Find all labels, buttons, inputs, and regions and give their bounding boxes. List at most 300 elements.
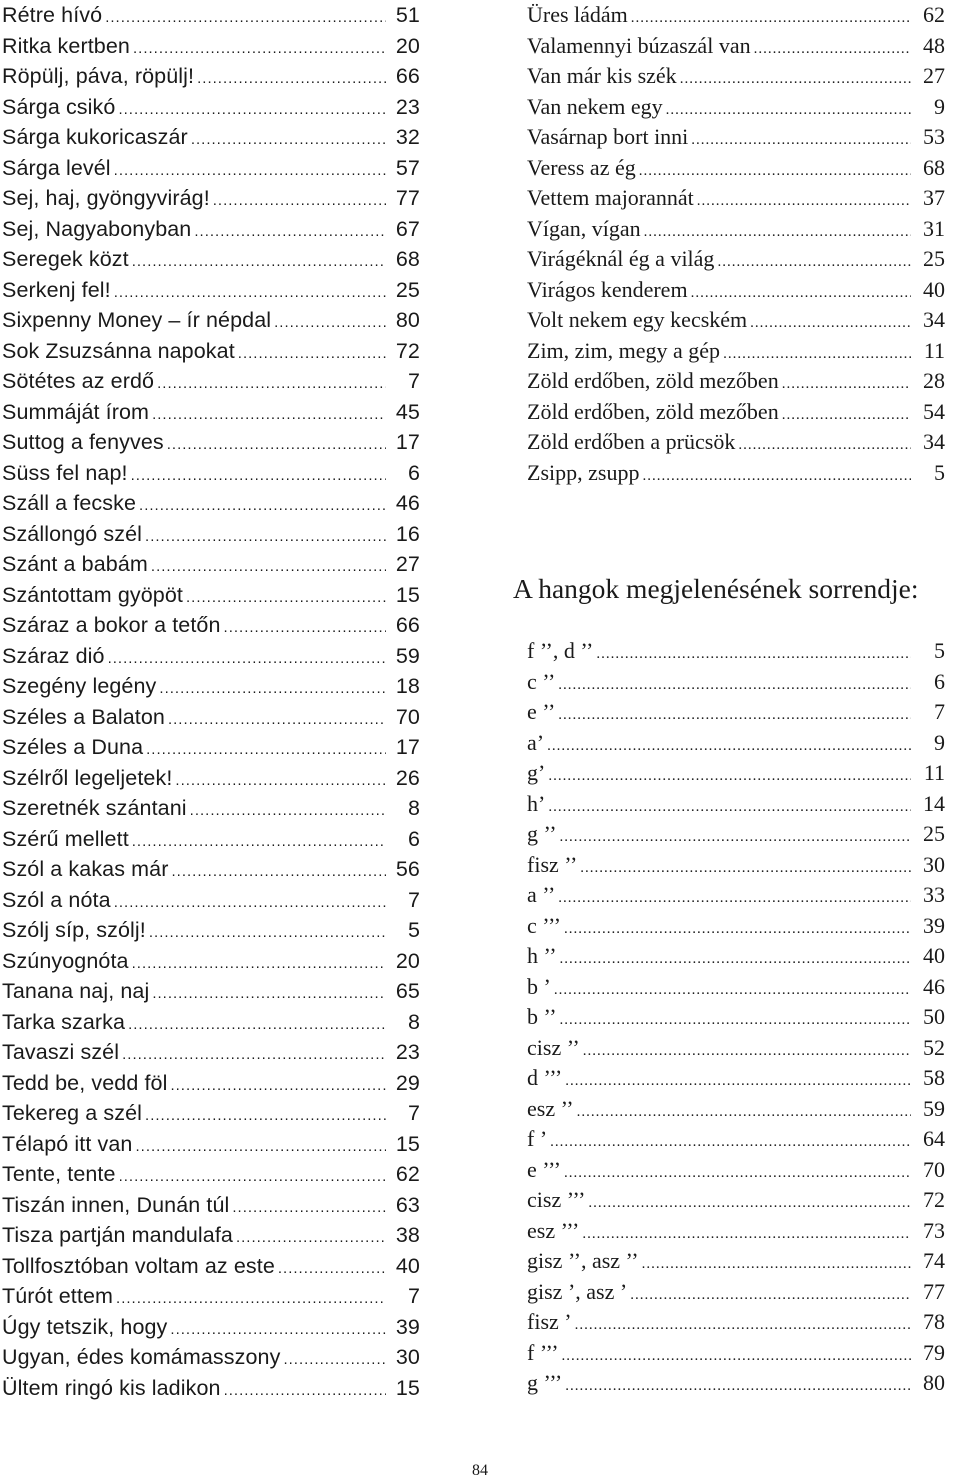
entry-title: Szélről legeljetek! bbox=[2, 765, 173, 790]
entry-title: fisz ’’ bbox=[527, 851, 578, 877]
entry-title: Tavaszi szél bbox=[2, 1040, 120, 1064]
index-entry bbox=[2, 915, 420, 946]
entry-page-number: 27 bbox=[923, 63, 945, 88]
dot-leader bbox=[187, 796, 386, 827]
dot-leader bbox=[115, 95, 386, 126]
entry-page-number: 18 bbox=[395, 674, 420, 698]
entry-title: Seregek közt bbox=[2, 247, 129, 271]
dot-leader bbox=[129, 827, 386, 858]
index-entry bbox=[2, 610, 420, 641]
dot-leader bbox=[779, 400, 911, 431]
index-entry bbox=[527, 1307, 945, 1338]
index-entry bbox=[2, 1373, 420, 1404]
entry-page-number: 25 bbox=[923, 246, 945, 271]
entry-page-number: 65 bbox=[395, 979, 420, 1003]
entry-page-number: 25 bbox=[923, 821, 945, 846]
index-entry bbox=[2, 305, 420, 336]
index-entry bbox=[527, 0, 945, 31]
entry-page-number: 80 bbox=[395, 308, 420, 332]
entry-title: Vasárnap bort inni bbox=[527, 124, 689, 149]
entry-title: Tisza partján mandulafa bbox=[2, 1223, 233, 1247]
entry-page-number: 28 bbox=[923, 368, 945, 393]
index-entry bbox=[527, 850, 945, 881]
index-entry bbox=[527, 1216, 945, 1247]
index-entry bbox=[2, 793, 420, 824]
entry-title: Szól a nóta bbox=[2, 887, 111, 912]
dot-leader bbox=[577, 853, 911, 884]
entry-title: gisz ’’, asz ’’ bbox=[527, 1248, 639, 1273]
index-entry bbox=[2, 1068, 420, 1099]
dot-leader bbox=[628, 3, 911, 34]
entry-title: Zim, zim, megy a gép bbox=[527, 337, 721, 363]
entry-page-number: 40 bbox=[923, 276, 945, 302]
index-entry bbox=[2, 31, 420, 62]
index-entry bbox=[2, 366, 420, 397]
entry-page-number: 66 bbox=[395, 64, 420, 88]
dot-leader bbox=[119, 1040, 386, 1071]
dot-leader bbox=[720, 339, 911, 370]
index-entry bbox=[2, 641, 420, 672]
entry-page-number: 54 bbox=[923, 398, 945, 424]
entry-page-number: 68 bbox=[395, 247, 420, 271]
entry-title: Száraz dió bbox=[2, 643, 105, 668]
entry-title: Rétre hívó bbox=[2, 3, 103, 27]
entry-title: Szánt a babám bbox=[2, 552, 148, 576]
entry-title: Szól a kakas már bbox=[2, 857, 169, 881]
index-entry bbox=[2, 1342, 420, 1373]
dot-leader bbox=[714, 247, 911, 278]
index-entry bbox=[2, 336, 420, 367]
entry-page-number: 7 bbox=[407, 887, 420, 912]
entry-page-number: 6 bbox=[407, 460, 420, 485]
dot-leader bbox=[544, 731, 911, 762]
dot-leader bbox=[129, 247, 386, 278]
dot-leader bbox=[136, 491, 386, 522]
entry-page-number: 32 bbox=[395, 125, 420, 149]
page-number: 84 bbox=[472, 1462, 488, 1479]
entry-title: Tedd be, vedd föl bbox=[2, 1070, 168, 1095]
song-index-right-column bbox=[527, 0, 945, 488]
dot-leader bbox=[555, 883, 911, 914]
entry-title: f ’ bbox=[527, 1126, 548, 1151]
index-entry bbox=[2, 1281, 420, 1312]
entry-title: a ’’ bbox=[527, 882, 556, 907]
index-entry bbox=[2, 488, 420, 519]
entry-page-number: 17 bbox=[395, 430, 420, 454]
index-entry bbox=[2, 1190, 420, 1221]
entry-page-number: 34 bbox=[923, 429, 945, 454]
dot-leader bbox=[102, 3, 386, 34]
dot-leader bbox=[636, 156, 911, 187]
index-entry bbox=[527, 636, 945, 667]
dot-leader bbox=[580, 1036, 911, 1067]
entry-page-number: 39 bbox=[923, 912, 945, 938]
entry-title: Úgy tetszik, hogy bbox=[2, 1314, 168, 1339]
entry-page-number: 72 bbox=[395, 338, 420, 363]
index-entry bbox=[527, 1246, 945, 1277]
dot-leader bbox=[142, 1101, 386, 1132]
entry-page-number: 78 bbox=[923, 1309, 945, 1334]
dot-leader bbox=[167, 1071, 386, 1102]
entry-title: Sárga levél bbox=[2, 155, 111, 180]
entry-page-number: 59 bbox=[395, 643, 420, 668]
dot-leader bbox=[146, 918, 386, 949]
dot-leader bbox=[233, 1223, 386, 1254]
entry-title: Szúnyognóta bbox=[2, 948, 129, 973]
dot-leader bbox=[555, 700, 911, 731]
dot-leader bbox=[747, 308, 911, 339]
index-entry bbox=[2, 214, 420, 245]
entry-page-number: 70 bbox=[395, 704, 420, 729]
entry-page-number: 23 bbox=[395, 94, 420, 119]
dot-leader bbox=[694, 186, 911, 217]
dot-leader bbox=[143, 735, 386, 766]
entry-page-number: 51 bbox=[395, 3, 420, 27]
entry-title: Széles a Duna bbox=[2, 735, 144, 759]
entry-page-number: 25 bbox=[395, 277, 420, 302]
index-entry bbox=[527, 941, 945, 972]
index-entry bbox=[527, 1155, 945, 1186]
entry-page-number: 80 bbox=[923, 1370, 945, 1395]
index-entry bbox=[2, 1312, 420, 1343]
dot-leader bbox=[210, 186, 386, 217]
dot-leader bbox=[280, 1345, 386, 1376]
entry-page-number: 27 bbox=[395, 552, 420, 576]
entry-page-number: 6 bbox=[407, 826, 420, 851]
dot-leader bbox=[688, 125, 911, 156]
entry-page-number: 29 bbox=[395, 1070, 420, 1095]
entry-page-number: 31 bbox=[923, 215, 945, 241]
dot-leader bbox=[105, 644, 386, 675]
index-entry bbox=[527, 1002, 945, 1033]
entry-title: Sej, haj, gyöngyvirág! bbox=[2, 186, 210, 210]
entry-title: Van már kis szék bbox=[527, 63, 677, 88]
index-entry bbox=[527, 122, 945, 153]
entry-page-number: 66 bbox=[395, 613, 420, 637]
dot-leader bbox=[154, 369, 386, 400]
dot-leader bbox=[627, 1280, 911, 1311]
index-entry bbox=[2, 549, 420, 580]
entry-page-number: 5 bbox=[934, 638, 945, 663]
dot-leader bbox=[735, 430, 911, 461]
entry-page-number: 20 bbox=[395, 33, 420, 58]
index-entry bbox=[2, 1037, 420, 1068]
entry-title: c ’’ bbox=[527, 668, 556, 694]
entry-title: Virágos kenderem bbox=[527, 276, 688, 302]
index-entry bbox=[2, 122, 420, 153]
entry-title: Röpülj, páva, röpülj! bbox=[2, 64, 195, 88]
dot-leader bbox=[142, 522, 386, 553]
entry-page-number: 33 bbox=[923, 882, 945, 907]
dot-leader bbox=[148, 552, 386, 583]
dot-leader bbox=[128, 461, 386, 492]
dot-leader bbox=[641, 217, 911, 248]
dot-leader bbox=[169, 857, 387, 888]
song-index-left-column bbox=[2, 0, 420, 1403]
entry-title: Virágéknál ég a világ bbox=[527, 246, 715, 271]
entry-page-number: 9 bbox=[934, 729, 945, 755]
index-entry bbox=[527, 728, 945, 759]
index-entry bbox=[2, 732, 420, 763]
index-entry bbox=[527, 1033, 945, 1064]
dot-leader bbox=[639, 1249, 911, 1280]
entry-page-number: 40 bbox=[923, 943, 945, 968]
entry-title: Tarka szarka bbox=[2, 1009, 126, 1034]
dot-leader bbox=[111, 156, 386, 187]
entry-page-number: 5 bbox=[407, 918, 420, 942]
index-entry bbox=[2, 946, 420, 977]
index-entry bbox=[2, 0, 420, 31]
entry-title: g’ bbox=[527, 760, 546, 785]
dot-leader bbox=[130, 34, 386, 65]
index-entry bbox=[527, 911, 945, 942]
dot-leader bbox=[167, 1315, 386, 1346]
entry-title: esz ’’ bbox=[527, 1095, 574, 1121]
entry-page-number: 15 bbox=[395, 1375, 420, 1400]
dot-leader bbox=[194, 64, 386, 95]
entry-title: Suttog a fenyves bbox=[2, 430, 164, 454]
index-entry bbox=[2, 580, 420, 611]
dot-leader bbox=[164, 430, 386, 461]
dot-leader bbox=[113, 1284, 386, 1315]
entry-title: Tollfosztóban voltam az este bbox=[2, 1253, 275, 1278]
index-entry bbox=[527, 789, 945, 820]
index-entry bbox=[2, 275, 420, 306]
entry-page-number: 26 bbox=[395, 765, 420, 790]
entry-title: Zöld erdőben, zöld mezőben bbox=[527, 368, 779, 393]
dot-leader bbox=[585, 1188, 911, 1219]
dot-leader bbox=[561, 914, 911, 945]
index-entry bbox=[527, 31, 945, 62]
entry-page-number: 30 bbox=[395, 1345, 420, 1369]
index-entry bbox=[2, 183, 420, 214]
index-entry bbox=[527, 275, 945, 306]
index-entry bbox=[527, 183, 945, 214]
index-entry bbox=[2, 824, 420, 855]
entry-title: g ’’’ bbox=[527, 1370, 563, 1395]
dot-leader bbox=[663, 95, 911, 126]
index-entry bbox=[527, 972, 945, 1003]
dot-leader bbox=[557, 1005, 911, 1036]
index-entry bbox=[2, 1220, 420, 1251]
entry-page-number: 79 bbox=[923, 1339, 945, 1365]
entry-title: Szántottam gyöpöt bbox=[2, 582, 183, 607]
index-entry bbox=[2, 61, 420, 92]
entry-page-number: 53 bbox=[923, 124, 945, 149]
entry-title: Üres ládám bbox=[527, 2, 628, 27]
entry-page-number: 20 bbox=[395, 948, 420, 973]
entry-page-number: 34 bbox=[923, 307, 945, 332]
index-entry bbox=[2, 885, 420, 916]
dot-leader bbox=[574, 1097, 911, 1128]
index-entry bbox=[527, 427, 945, 458]
dot-leader bbox=[572, 1310, 911, 1341]
entry-page-number: 30 bbox=[923, 851, 945, 877]
index-entry bbox=[2, 854, 420, 885]
entry-page-number: 50 bbox=[923, 1004, 945, 1029]
index-entry bbox=[2, 427, 420, 458]
index-entry bbox=[527, 397, 945, 428]
entry-title: Serkenj fel! bbox=[2, 277, 111, 302]
entry-title: Zöld erdőben, zöld mezőben bbox=[527, 398, 779, 424]
entry-page-number: 77 bbox=[923, 1278, 945, 1304]
entry-title: Sej, Nagyabonyban bbox=[2, 216, 192, 241]
entry-page-number: 17 bbox=[395, 735, 420, 759]
dot-leader bbox=[188, 125, 386, 156]
entry-title: Vettem majorannát bbox=[527, 185, 694, 210]
index-entry bbox=[2, 244, 420, 275]
index-entry bbox=[527, 61, 945, 92]
entry-title: e ’’’ bbox=[527, 1156, 561, 1182]
entry-page-number: 8 bbox=[407, 796, 420, 820]
entry-title: cisz ’’’ bbox=[527, 1187, 586, 1212]
entry-page-number: 46 bbox=[923, 973, 945, 999]
index-entry bbox=[2, 1159, 420, 1190]
entry-title: h’ bbox=[527, 790, 546, 816]
dot-leader bbox=[221, 613, 386, 644]
dot-leader bbox=[557, 944, 911, 975]
entry-title: f ’’’ bbox=[527, 1339, 559, 1365]
entry-page-number: 39 bbox=[395, 1314, 420, 1339]
entry-page-number: 16 bbox=[395, 521, 420, 546]
entry-title: b ’’ bbox=[527, 1004, 557, 1029]
index-entry bbox=[527, 1063, 945, 1094]
entry-title: Túrót ettem bbox=[2, 1284, 114, 1308]
entry-page-number: 67 bbox=[395, 216, 420, 241]
entry-page-number: 59 bbox=[923, 1095, 945, 1121]
index-entry bbox=[527, 880, 945, 911]
entry-title: Valamennyi búzaszál van bbox=[527, 32, 751, 58]
entry-page-number: 68 bbox=[923, 154, 945, 180]
dot-leader bbox=[545, 792, 911, 823]
entry-page-number: 64 bbox=[923, 1126, 945, 1151]
entry-title: a’ bbox=[527, 729, 545, 755]
entry-page-number: 62 bbox=[395, 1162, 420, 1186]
index-entry bbox=[527, 697, 945, 728]
dot-leader bbox=[688, 278, 911, 309]
entry-title: fisz ’ bbox=[527, 1309, 572, 1334]
entry-title: Szállongó szél bbox=[2, 521, 143, 546]
dot-leader bbox=[172, 766, 386, 797]
entry-title: Szérű mellett bbox=[2, 826, 129, 851]
entry-title: Volt nekem egy kecském bbox=[527, 307, 748, 332]
entry-page-number: 37 bbox=[923, 185, 945, 210]
sounds-order-list bbox=[527, 636, 945, 1399]
entry-title: Sixpenny Money – ír népdal bbox=[2, 308, 272, 332]
index-entry bbox=[2, 702, 420, 733]
entry-title: Száraz a bokor a tetőn bbox=[2, 613, 221, 637]
dot-leader bbox=[229, 1193, 386, 1224]
entry-title: f ’’, d ’’ bbox=[527, 638, 594, 663]
dot-leader bbox=[271, 308, 386, 339]
entry-page-number: 72 bbox=[923, 1187, 945, 1212]
entry-title: Ritka kertben bbox=[2, 33, 130, 58]
index-entry bbox=[2, 1251, 420, 1282]
entry-page-number: 11 bbox=[923, 337, 945, 363]
index-entry bbox=[527, 758, 945, 789]
index-entry bbox=[2, 1129, 420, 1160]
entry-page-number: 9 bbox=[934, 93, 945, 119]
index-entry bbox=[527, 92, 945, 123]
index-entry bbox=[527, 336, 945, 367]
entry-title: cisz ’’ bbox=[527, 1034, 580, 1060]
entry-page-number: 73 bbox=[923, 1217, 945, 1243]
entry-title: Ugyan, édes komámasszony bbox=[2, 1345, 281, 1369]
dot-leader bbox=[555, 670, 911, 701]
entry-title: Tekereg a szél bbox=[2, 1101, 143, 1125]
entry-title: Sötétes az erdő bbox=[2, 369, 155, 393]
index-entry bbox=[527, 458, 945, 489]
index-entry bbox=[2, 1007, 420, 1038]
index-entry bbox=[2, 458, 420, 489]
sounds-section-heading: A hangok megjelenésének sorrendje: bbox=[513, 573, 919, 604]
dot-leader bbox=[551, 975, 911, 1006]
entry-title: h ’’ bbox=[527, 943, 557, 968]
entry-title: Veress az ég bbox=[527, 154, 636, 180]
index-entry bbox=[527, 153, 945, 184]
dot-leader bbox=[149, 400, 386, 431]
entry-title: Tiszán innen, Dunán túl bbox=[2, 1192, 230, 1217]
index-entry bbox=[527, 1338, 945, 1369]
entry-title: Sárga csikó bbox=[2, 94, 116, 119]
entry-title: Süss fel nap! bbox=[2, 460, 128, 485]
index-entry bbox=[2, 976, 420, 1007]
index-entry bbox=[527, 819, 945, 850]
entry-title: esz ’’’ bbox=[527, 1217, 580, 1243]
entry-title: Szegény legény bbox=[2, 674, 157, 698]
dot-leader bbox=[677, 64, 911, 95]
entry-title: Tanana naj, naj bbox=[2, 979, 150, 1003]
entry-page-number: 5 bbox=[934, 459, 945, 485]
index-entry bbox=[2, 763, 420, 794]
entry-page-number: 77 bbox=[395, 186, 420, 210]
dot-leader bbox=[545, 761, 911, 792]
dot-leader bbox=[191, 217, 386, 248]
entry-title: Ültem ringó kis ladikon bbox=[2, 1375, 221, 1400]
entry-title: gisz ’, asz ’ bbox=[527, 1278, 628, 1304]
entry-page-number: 56 bbox=[395, 857, 420, 881]
entry-page-number: 52 bbox=[923, 1034, 945, 1060]
entry-title: b ’ bbox=[527, 973, 551, 999]
dot-leader bbox=[235, 339, 386, 370]
entry-title: c ’’’ bbox=[527, 912, 561, 938]
entry-title: Szeretnék szántani bbox=[2, 796, 187, 820]
entry-page-number: 46 bbox=[395, 491, 420, 515]
entry-page-number: 63 bbox=[395, 1192, 420, 1217]
index-entry bbox=[2, 671, 420, 702]
entry-page-number: 74 bbox=[923, 1248, 945, 1273]
index-entry bbox=[527, 1185, 945, 1216]
entry-page-number: 11 bbox=[923, 760, 945, 785]
entry-page-number: 7 bbox=[407, 1284, 420, 1308]
entry-title: Van nekem egy bbox=[527, 93, 663, 119]
index-entry bbox=[527, 244, 945, 275]
dot-leader bbox=[751, 34, 911, 65]
entry-page-number: 7 bbox=[407, 369, 420, 393]
entry-title: Szólj síp, szólj! bbox=[2, 918, 146, 942]
dot-leader bbox=[149, 979, 386, 1010]
entry-title: Télapó itt van bbox=[2, 1131, 133, 1156]
entry-page-number: 8 bbox=[407, 1009, 420, 1034]
index-entry bbox=[2, 153, 420, 184]
entry-page-number: 14 bbox=[923, 790, 945, 816]
index-entry bbox=[2, 1098, 420, 1129]
dot-leader bbox=[116, 1162, 386, 1193]
entry-title: Summáját írom bbox=[2, 399, 150, 424]
dot-leader bbox=[275, 1254, 386, 1285]
dot-leader bbox=[125, 1010, 386, 1041]
entry-page-number: 15 bbox=[395, 582, 420, 607]
